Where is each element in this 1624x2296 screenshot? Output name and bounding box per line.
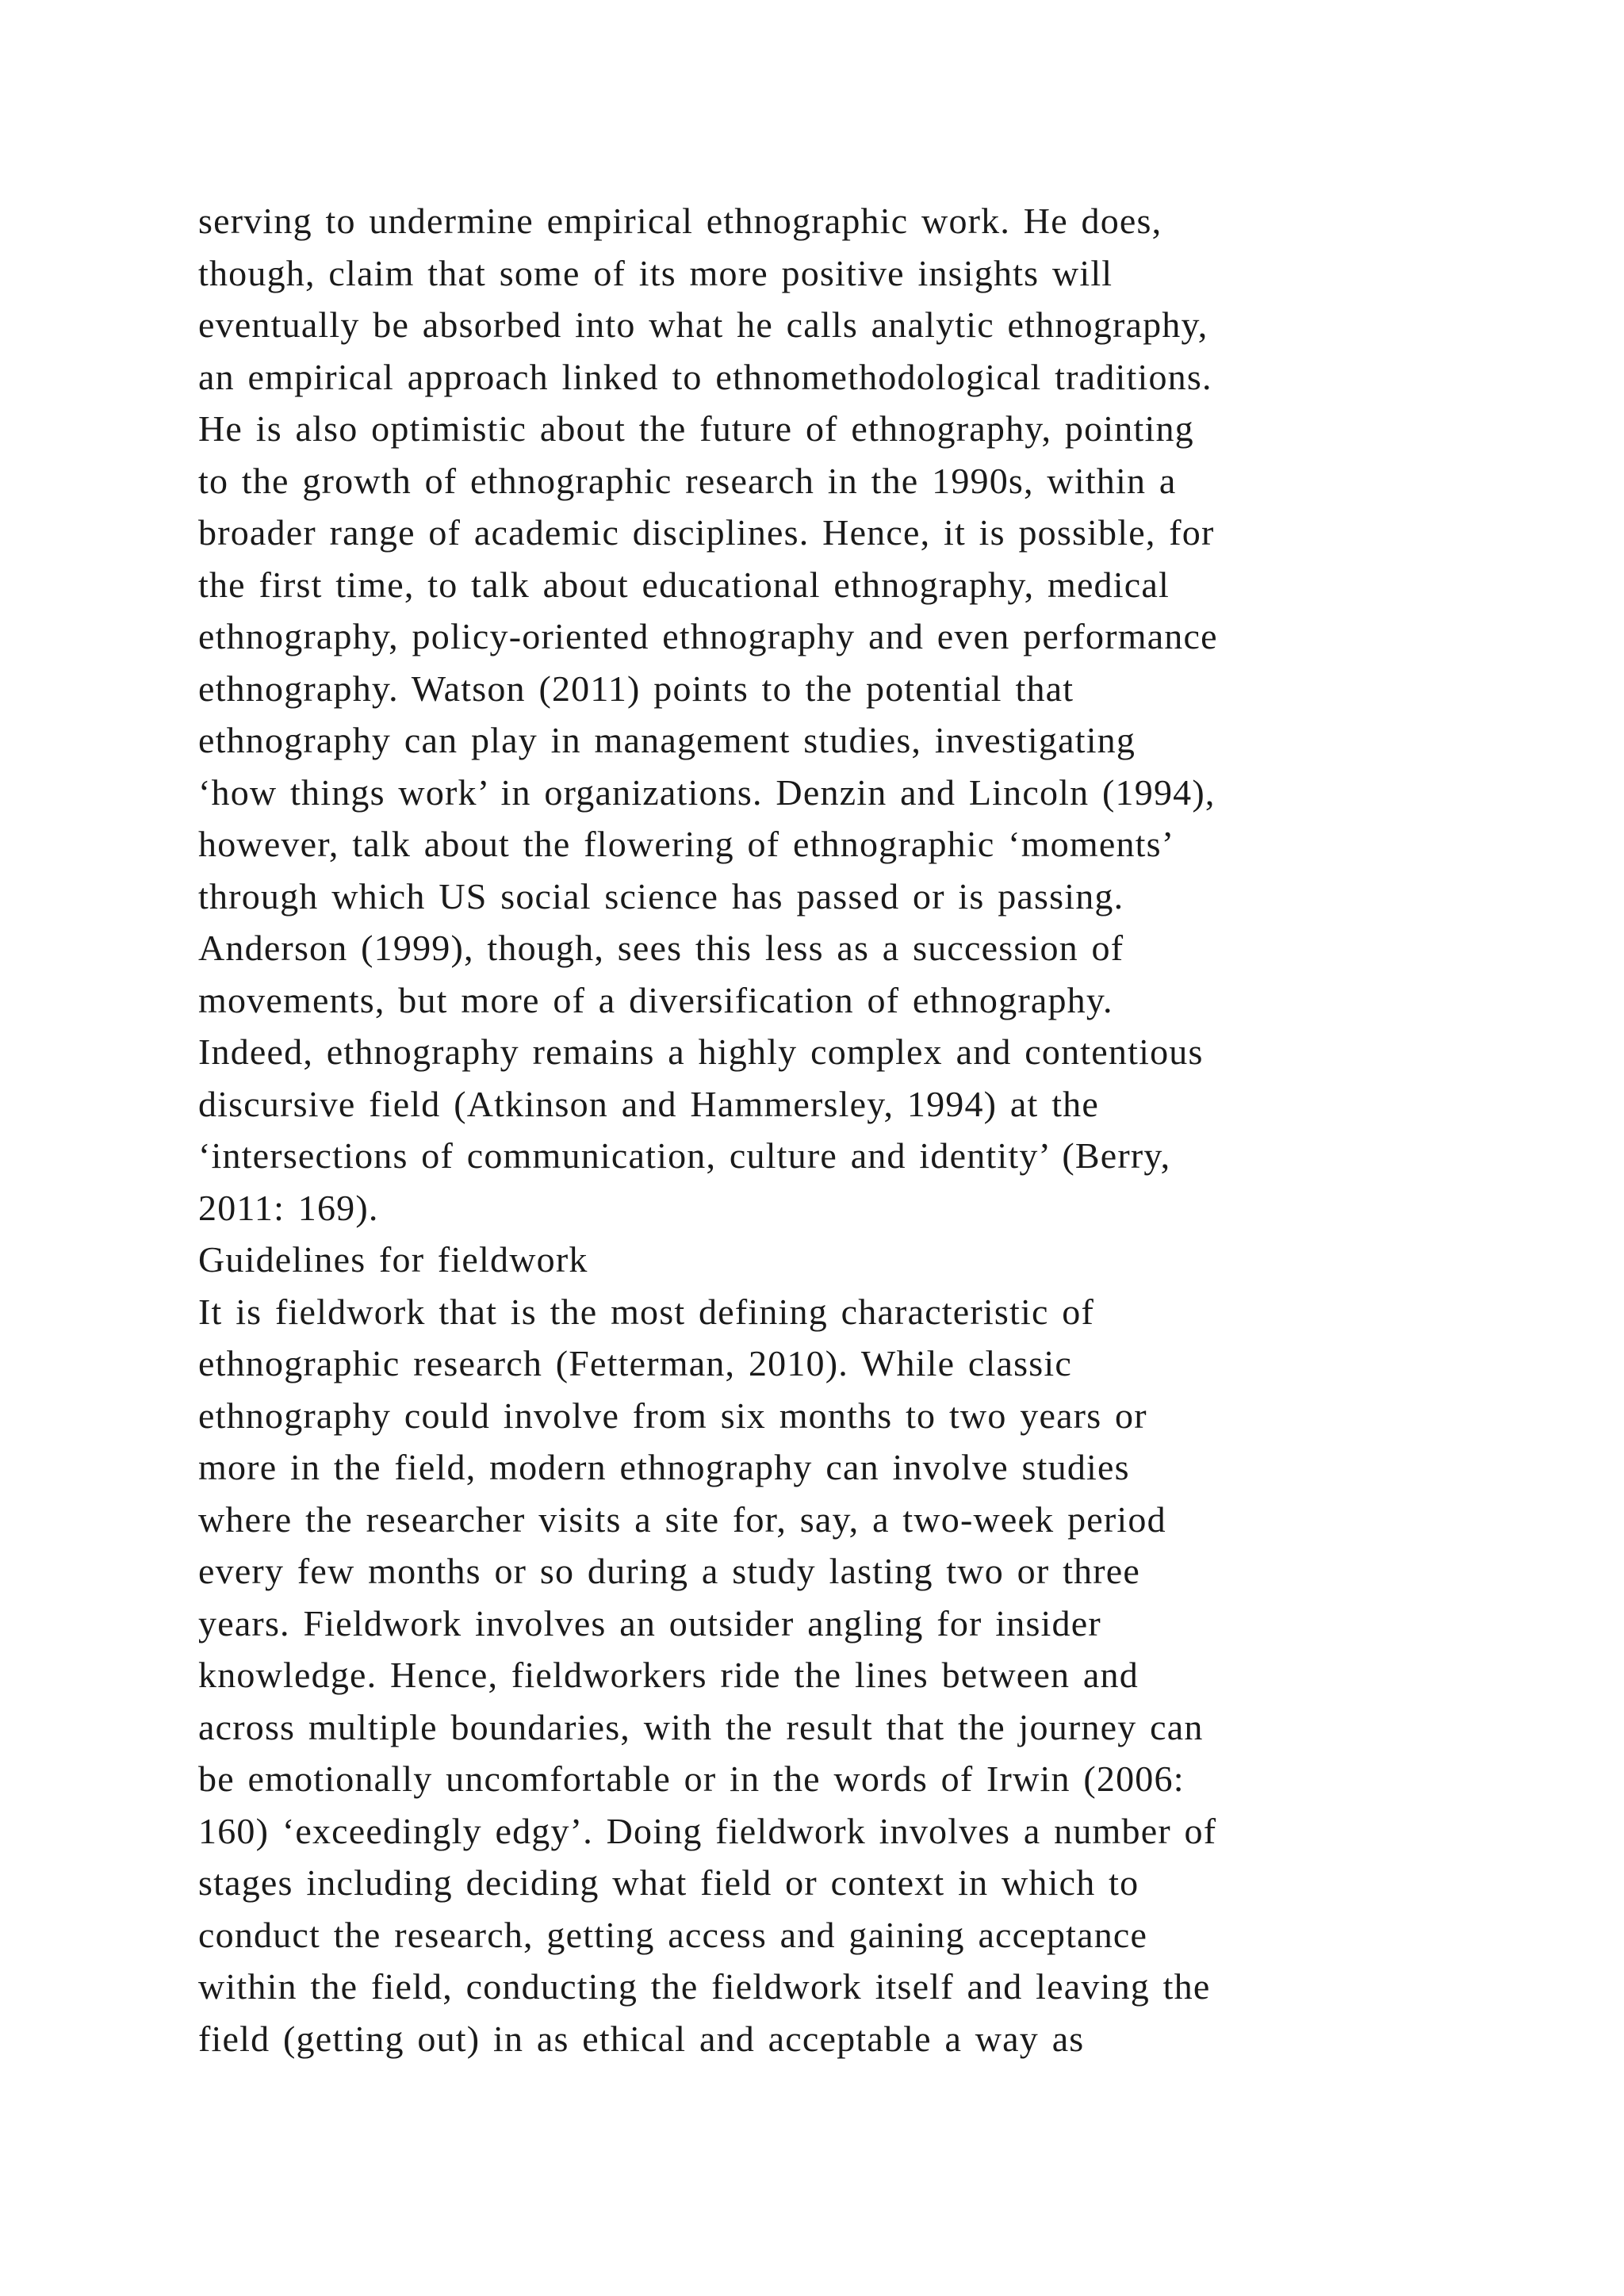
text-line-33: stages including deciding what field or context in which to xyxy=(198,1862,1139,1903)
section-heading: Guidelines for fieldwork xyxy=(198,1239,588,1280)
text-line-13: however, talk about the flowering of ethnographic ‘moments’ xyxy=(198,824,1175,864)
text-line-30: across multiple boundaries, with the result that the journey can xyxy=(198,1706,1204,1747)
text-line-35: within the field, conducting the fieldwork itself and leaving the xyxy=(198,1966,1211,2007)
text-line-18: discursive field (Atkinson and Hammersley, 1994) at the xyxy=(198,1083,1099,1124)
text-line-25: more in the field, modern ethnography can involve studies xyxy=(198,1447,1130,1487)
text-line-26: where the researcher visits a site for, say, a two-week period xyxy=(198,1498,1166,1540)
text-line-9: ethnography, policy-oriented ethnography and even performance xyxy=(198,616,1218,656)
text-line-8: the first time, to talk about educational ethnography, medical xyxy=(198,564,1170,605)
text-line-22: It is fieldwork that is the most defining characteristic of xyxy=(198,1291,1095,1332)
text-line-19: ‘intersections of communication, culture and identity’ (Berry, xyxy=(198,1135,1171,1176)
text-line-31: be emotionally uncomfortable or in the words of Irwin (2006: xyxy=(198,1758,1185,1799)
text-line-2: though, claim that some of its more positive insights will xyxy=(198,252,1113,293)
text-line-5: He is also optimistic about the future of ethnography, pointing xyxy=(198,408,1194,449)
text-line-14: through which US social science has passed or is passing. xyxy=(198,875,1124,916)
text-line-23: ethnographic research (Fetterman, 2010). While classic xyxy=(198,1343,1072,1383)
text-line-1: serving to undermine empirical ethnographic work. He does, xyxy=(198,201,1162,241)
text-line-12: ‘how things work’ in organizations. Denzin and Lincoln (1994), xyxy=(198,771,1216,813)
text-line-20: 2011: 169). xyxy=(198,1187,379,1228)
text-line-15: Anderson (1999), though, sees this less as a succession of xyxy=(198,928,1124,968)
body-text xyxy=(198,195,1546,2064)
text-line-27: every few months or so during a study lasting two or three xyxy=(198,1551,1140,1591)
text-line-17: Indeed, ethnography remains a highly complex and contentious xyxy=(198,1031,1204,1072)
text-line-11: ethnography can play in management studies, investigating xyxy=(198,720,1136,760)
text-line-10: ethnography. Watson (2011) points to the potential that xyxy=(198,668,1074,709)
text-line-28: years. Fieldwork involves an outsider angling for insider xyxy=(198,1602,1101,1644)
text-line-29: knowledge. Hence, fieldworkers ride the lines between and xyxy=(198,1655,1139,1695)
text-line-4: an empirical approach linked to ethnomethodological traditions. xyxy=(198,356,1212,397)
text-line-36: field (getting out) in as ethical and acceptable a way as xyxy=(198,2018,1085,2059)
text-line-24: ethnography could involve from six months to two years or xyxy=(198,1395,1147,1436)
text-line-32: 160) ‘exceedingly edgy’. Doing fieldwork involves a number of xyxy=(198,1810,1217,1851)
text-line-7: broader range of academic disciplines. Hence, it is possible, for xyxy=(198,512,1215,553)
text-line-16: movements, but more of a diversification of ethnography. xyxy=(198,979,1113,1020)
text-line-34: conduct the research, getting access and gaining acceptance xyxy=(198,1914,1148,1955)
text-line-6: to the growth of ethnographic research in the 1990s, within a xyxy=(198,460,1177,501)
text-line-3: eventually be absorbed into what he calls analytic ethnography, xyxy=(198,304,1208,345)
